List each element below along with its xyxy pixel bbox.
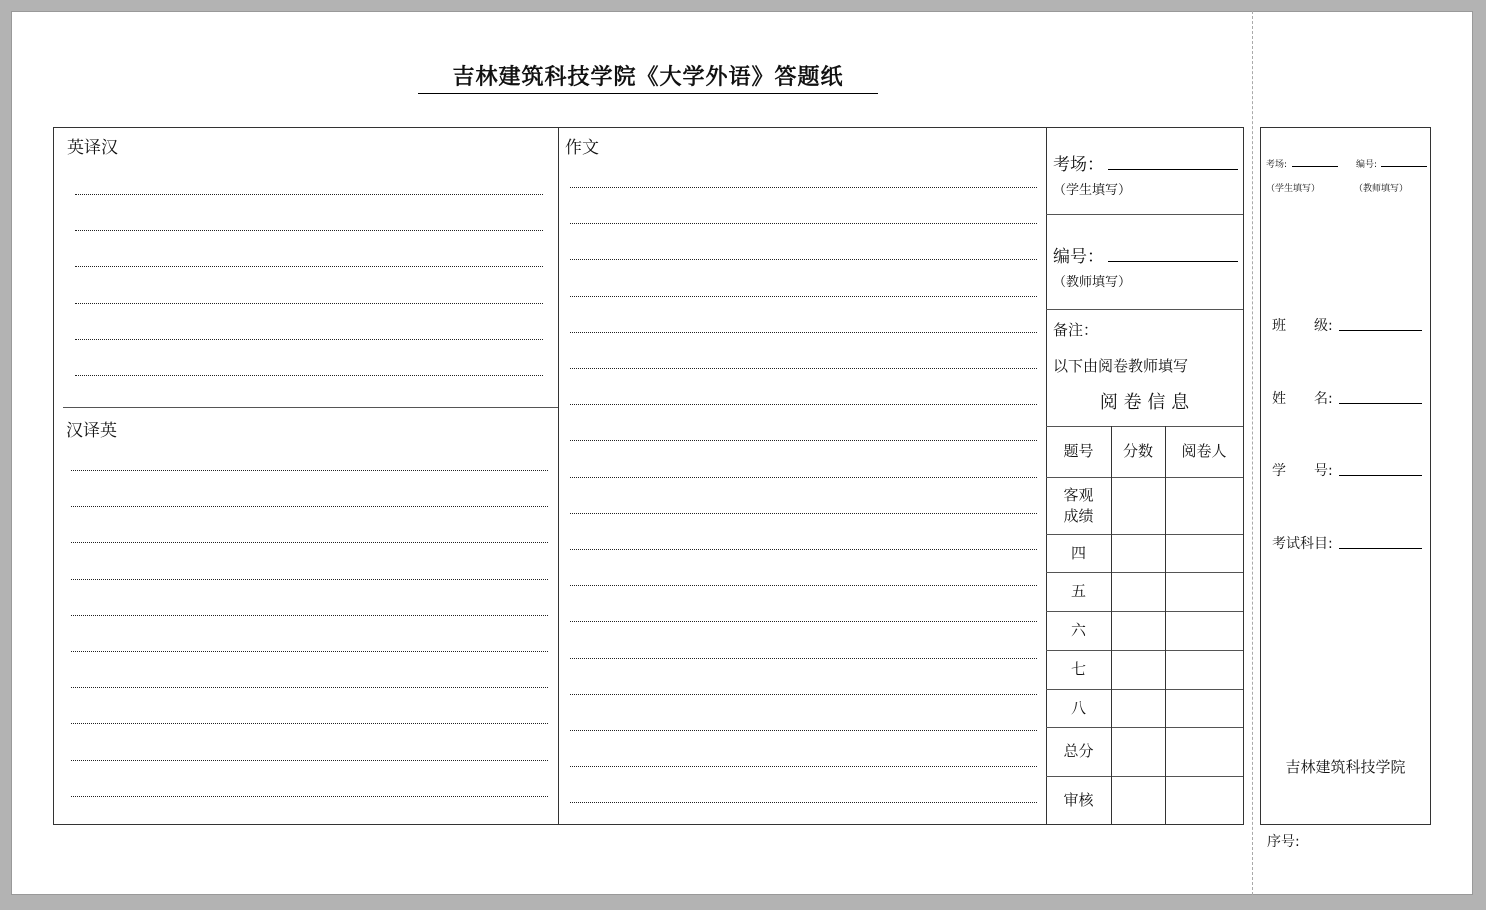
answer-line[interactable] [570, 332, 1037, 333]
score-input-cell[interactable] [1111, 611, 1165, 650]
answer-line[interactable] [570, 549, 1037, 550]
teacher-fill-note: 以下由阅卷教师填写 [1053, 357, 1189, 375]
answer-line[interactable] [71, 760, 548, 761]
answer-line[interactable] [71, 651, 548, 652]
stub-exam-room-label: 考场: [1266, 160, 1288, 170]
score-input-cell[interactable] [1111, 477, 1165, 534]
grader-input-cell[interactable] [1165, 650, 1243, 689]
exam-room-label: 考场： [1053, 155, 1104, 175]
answer-line[interactable] [570, 187, 1037, 188]
grader-input-cell[interactable] [1165, 689, 1243, 727]
perforation-line [1252, 11, 1253, 895]
stub-exam-room-field[interactable] [1292, 166, 1338, 167]
section-cn-to-en: 汉译英 [66, 421, 117, 441]
answer-line[interactable] [570, 730, 1037, 731]
answer-line[interactable] [75, 194, 543, 195]
stub-name-field[interactable] [1339, 403, 1422, 404]
stub-class-field[interactable] [1339, 330, 1422, 331]
section-en-to-cn: 英译汉 [67, 138, 118, 158]
answer-line[interactable] [71, 542, 548, 543]
answer-line[interactable] [570, 296, 1037, 297]
answer-line[interactable] [570, 585, 1037, 586]
divider-translation-essay [558, 127, 559, 825]
answer-line[interactable] [570, 621, 1037, 622]
grading-info-heading: 阅 卷 信 息 [1099, 392, 1190, 413]
answer-line[interactable] [71, 796, 548, 797]
answer-line[interactable] [570, 404, 1037, 405]
answer-line[interactable] [75, 303, 543, 304]
serial-label: 序号: [1267, 834, 1300, 850]
grader-input-cell[interactable] [1165, 572, 1243, 611]
stub-exam-room-note: （学生填写） [1266, 184, 1321, 194]
stub-school-name: 吉林建筑科技学院 [1285, 758, 1406, 776]
section-essay: 作文 [565, 138, 599, 158]
table-header-cell: 阅卷人 [1181, 442, 1227, 460]
answer-line[interactable] [570, 766, 1037, 767]
answer-line[interactable] [570, 694, 1037, 695]
answer-line[interactable] [71, 470, 548, 471]
answer-line[interactable] [570, 440, 1037, 441]
answer-line[interactable] [71, 579, 548, 580]
grader-input-cell[interactable] [1165, 477, 1243, 534]
stub-number-label: 编号: [1356, 160, 1378, 170]
stub-subject-label: 考试科目: [1272, 536, 1333, 552]
answer-line[interactable] [570, 477, 1037, 478]
number-label: 编号： [1053, 247, 1104, 267]
table-row-label: 四 [1070, 543, 1086, 562]
stub-number-note: （教师填写） [1354, 184, 1409, 194]
answer-line[interactable] [75, 339, 543, 340]
score-input-cell[interactable] [1111, 572, 1165, 611]
answer-line[interactable] [570, 802, 1037, 803]
sheet-title: 吉林建筑科技学院《大学外语》答题纸 [418, 60, 878, 94]
table-row-label: 客观 成绩 [1063, 485, 1094, 525]
answer-line[interactable] [570, 259, 1037, 260]
answer-line[interactable] [75, 230, 543, 231]
table-row-label: 总分 [1063, 742, 1094, 760]
stub-student-id-field[interactable] [1339, 475, 1422, 476]
info-divider [1046, 309, 1243, 310]
answer-line[interactable] [570, 658, 1037, 659]
grader-input-cell[interactable] [1165, 727, 1243, 776]
table-row-label: 审核 [1063, 791, 1094, 809]
answer-line[interactable] [71, 615, 548, 616]
answer-line[interactable] [71, 687, 548, 688]
answer-line[interactable] [71, 723, 548, 724]
answer-line[interactable] [570, 223, 1037, 224]
score-input-cell[interactable] [1111, 534, 1165, 572]
stub-class-label: 班 级: [1272, 318, 1333, 334]
answer-line[interactable] [570, 513, 1037, 514]
score-input-cell[interactable] [1111, 689, 1165, 727]
score-input-cell[interactable] [1111, 650, 1165, 689]
answer-line[interactable] [75, 266, 543, 267]
divider-translation [63, 407, 558, 408]
table-row-label: 七 [1070, 660, 1086, 678]
score-input-cell[interactable] [1111, 776, 1165, 825]
table-header-cell: 题号 [1063, 442, 1094, 460]
exam-room-field[interactable] [1108, 169, 1238, 170]
stub-number-field[interactable] [1381, 166, 1427, 167]
score-input-cell[interactable] [1111, 727, 1165, 776]
stub-subject-field[interactable] [1339, 548, 1422, 549]
number-field[interactable] [1108, 261, 1238, 262]
table-row-label: 五 [1070, 582, 1086, 600]
table-header-cell: 分数 [1122, 442, 1153, 460]
table-row-label: 六 [1070, 621, 1086, 639]
grader-input-cell[interactable] [1165, 534, 1243, 572]
exam-room-note: （学生填写） [1053, 183, 1132, 198]
stub-student-id-label: 学 号: [1272, 463, 1333, 479]
remarks-label: 备注： [1053, 321, 1099, 339]
table-row-label: 八 [1070, 698, 1086, 717]
number-note: （教师填写） [1053, 275, 1132, 290]
answer-line[interactable] [570, 368, 1037, 369]
stub-name-label: 姓 名: [1272, 391, 1333, 407]
answer-line[interactable] [71, 506, 548, 507]
info-divider [1046, 214, 1243, 215]
grader-input-cell[interactable] [1165, 611, 1243, 650]
grader-input-cell[interactable] [1165, 776, 1243, 825]
answer-line[interactable] [75, 375, 543, 376]
